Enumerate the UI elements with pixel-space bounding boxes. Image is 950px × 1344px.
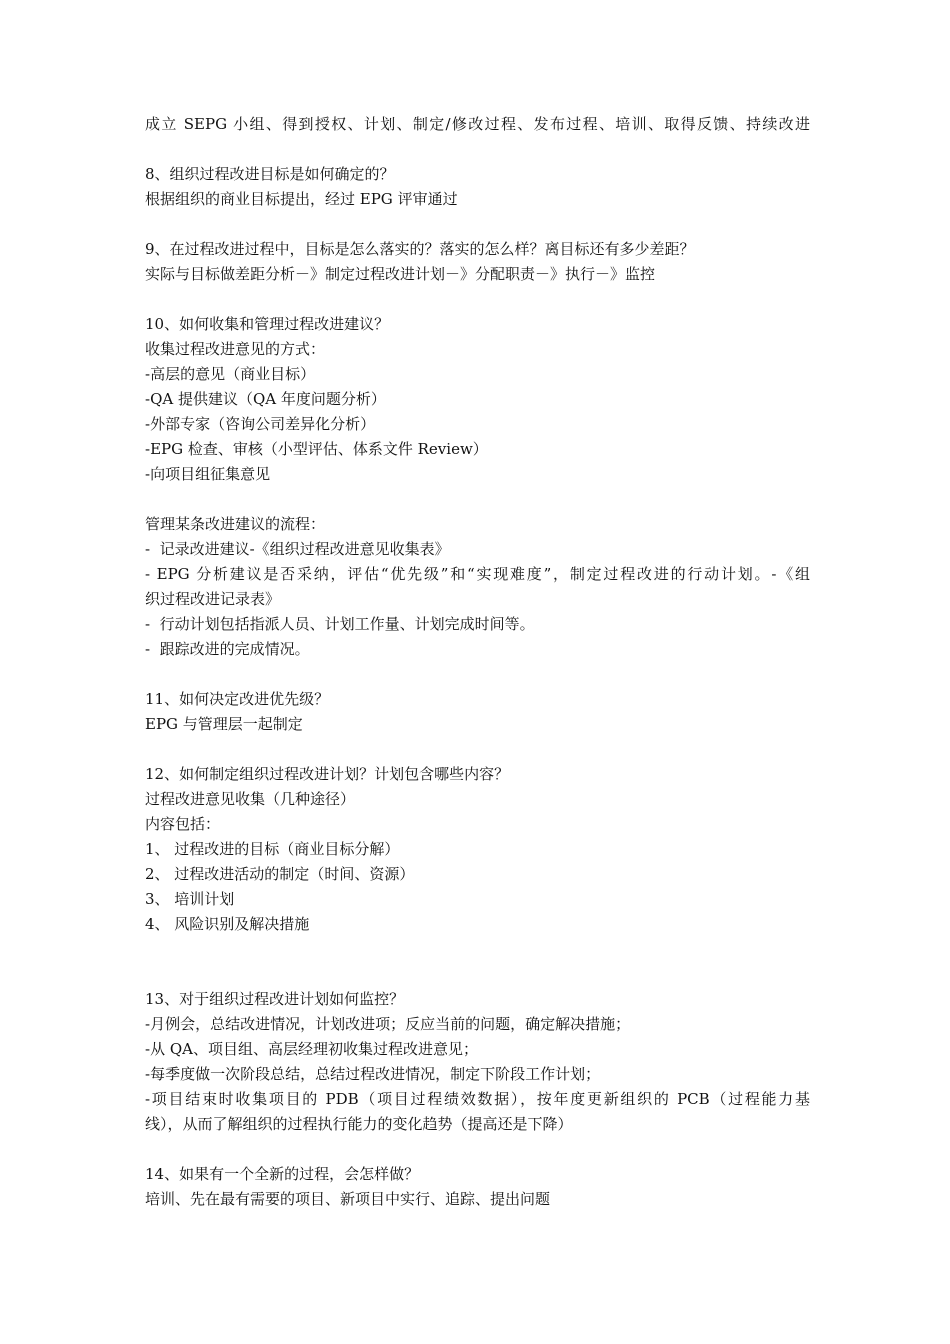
question-heading: 13、对于组织过程改进计划如何监控？: [145, 990, 405, 1008]
list-item: 1、 过程改进的目标（商业目标分解）: [145, 840, 400, 858]
section-heading: 管理某条改进建议的流程：: [145, 515, 326, 533]
list-item: - 记录改进建议-《组织过程改进意见收集表》: [145, 540, 450, 558]
answer-line: 内容包括：: [145, 815, 221, 833]
question-heading: 9、在过程改进过程中，目标是怎么落实的？落实的怎么样？离目标还有多少差距？: [145, 240, 695, 258]
question-14: [145, 1162, 810, 1212]
answer-line: 过程改进意见收集（几种途径）: [145, 790, 356, 808]
list-item: -月例会，总结改进情况，计划改进项；反应当前的问题，确定解决措施；: [145, 1015, 631, 1033]
question-heading: 14、如果有一个全新的过程，会怎样做？: [145, 1165, 420, 1183]
list-item: - 行动计划包括指派人员、计划工作量、计划完成时间等。: [145, 615, 535, 633]
list-item: -QA 提供建议（QA 年度问题分析）: [145, 390, 386, 408]
list-item: 3、 培训计划: [145, 890, 235, 908]
suggestion-process: [145, 512, 810, 662]
list-item: 4、 风险识别及解决措施: [145, 915, 310, 933]
question-heading: 12、如何制定组织过程改进计划？计划包含哪些内容？: [145, 765, 510, 783]
list-item-continuation: 织过程改进记录表》: [145, 590, 281, 608]
list-item: 2、 过程改进活动的制定（时间、资源）: [145, 865, 415, 883]
question-9: [145, 237, 810, 287]
answer-line: EPG 与管理层一起制定: [145, 715, 303, 733]
list-item: -EPG 检查、审核（小型评估、体系文件 Review）: [145, 440, 488, 458]
question-heading: 10、如何收集和管理过程改进建议？: [145, 315, 390, 333]
answer-line: 收集过程改进意见的方式：: [145, 340, 326, 358]
answer-line: 实际与目标做差距分析－》制定过程改进计划－》分配职责－》执行－》监控: [145, 265, 656, 283]
list-item: -向项目组征集意见: [145, 465, 271, 483]
list-item: -外部专家（咨询公司差异化分析）: [145, 415, 376, 433]
question-heading: 8、组织过程改进目标是如何确定的？: [145, 165, 395, 183]
answer-line: 根据组织的商业目标提出，经过 EPG 评审通过: [145, 190, 458, 208]
text-line: 成立 SEPG 小组、得到授权、计划、制定/修改过程、发布过程、培训、取得反馈、持续改进: [145, 115, 810, 133]
list-item: -项目结束时收集项目的 PDB（项目过程绩效数据），按年度更新组织的 PCB（过程能力基: [145, 1090, 810, 1108]
document-body: [145, 112, 810, 1212]
question-12: [145, 762, 810, 937]
question-8: [145, 162, 810, 212]
question-heading: 11、如何决定改进优先级？: [145, 690, 330, 708]
list-item: -高层的意见（商业目标）: [145, 365, 316, 383]
list-item: - 跟踪改进的完成情况。: [145, 640, 310, 658]
question-10: [145, 312, 810, 487]
question-13: [145, 987, 810, 1137]
question-11: [145, 687, 810, 737]
list-item: -每季度做一次阶段总结，总结过程改进情况，制定下阶段工作计划；: [145, 1065, 601, 1083]
list-item-continuation: 线），从而了解组织的过程执行能力的变化趋势（提高还是下降）: [145, 1115, 573, 1133]
paragraph-sepg-steps: [145, 112, 810, 137]
list-item: - EPG 分析建议是否采纳，评估“优先级”和“实现难度”，制定过程改进的行动计划。-《组: [145, 565, 810, 583]
list-item: -从 QA、项目组、高层经理初收集过程改进意见；: [145, 1040, 478, 1058]
answer-line: 培训、先在最有需要的项目、新项目中实行、追踪、提出问题: [145, 1190, 551, 1208]
